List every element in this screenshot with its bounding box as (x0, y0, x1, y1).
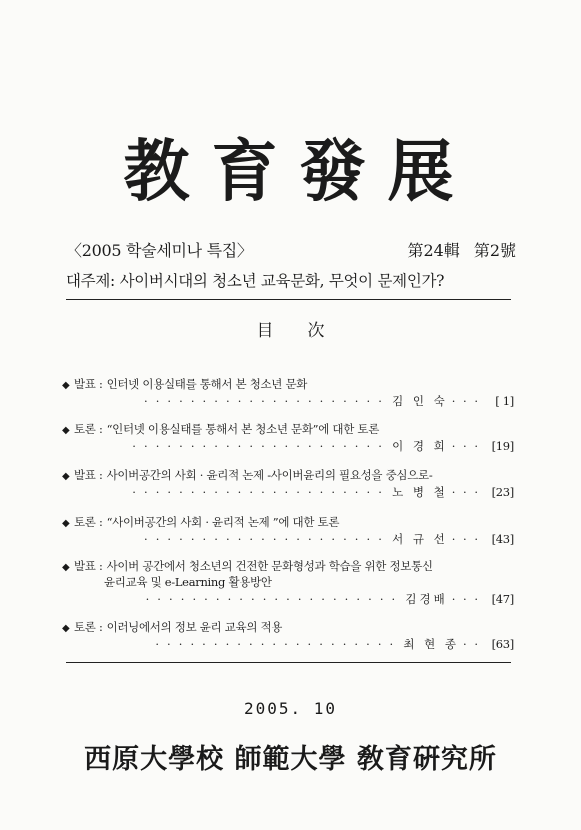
diamond-bullet-icon: ◆ (62, 623, 70, 634)
seminar-series: 〈2005 학술세미나 특집〉 (66, 241, 253, 260)
title-char: 育 (211, 131, 282, 211)
entry-page: [47] (491, 592, 514, 606)
entry-type: 발표 : (74, 468, 103, 482)
entry-title: 이러닝에서의 정보 윤리 교육의 적용 (106, 620, 283, 634)
entry-title: 인터넷 이용실태를 통해서 본 청소년 문화 (106, 377, 308, 391)
leader-dots: · · · · · · · · · · · · · · · · · · · · · (144, 394, 385, 408)
entry-author: 노 병 철 (392, 485, 448, 499)
entry-title-continuation: 윤리교육 및 e-Learning 활용방안 (104, 575, 272, 589)
toc-entry[interactable] (62, 421, 514, 454)
entry-type: 토론 : (74, 620, 103, 634)
title-char: 展 (387, 131, 458, 211)
toc-heading-char: 次 (307, 321, 325, 341)
entry-page: [23] (491, 485, 514, 499)
entry-title: 사이버 공간에서 청소년의 건전한 문화형성과 학습을 위한 정보통신 (106, 559, 433, 573)
entry-page: [63] (491, 637, 514, 651)
publisher-name: 西原大學校 師範大學 敎育硏究所 (84, 744, 497, 775)
leader-dots: · · · (451, 532, 480, 546)
toc-heading-char: 目 (256, 321, 274, 341)
entry-author: 서 규 선 (392, 532, 448, 546)
entry-type: 발표 : (74, 377, 103, 391)
bottom-divider (66, 662, 511, 663)
leader-dots: · · · · · · · · · · · · · · · · · · · · · · (132, 439, 385, 453)
entry-page: [19] (491, 439, 514, 453)
entry-title: “사이버공간의 사회 · 윤리적 논제 ”에 대한 토론 (106, 515, 340, 529)
entry-type: 토론 : (74, 515, 103, 529)
toc-entry[interactable] (62, 467, 514, 500)
leader-dots: · · · (451, 592, 480, 606)
entry-title: 사이버공간의 사회 · 윤리적 논제 -사이버윤리의 필요성을 중심으로- (106, 468, 433, 482)
entry-type: 토론 : (74, 422, 103, 436)
subtitle-row (66, 238, 516, 261)
issue-number: 第2號 (473, 241, 516, 260)
leader-dots: · · (463, 637, 480, 651)
leader-dots: · · · · · · · · · · · · · · · · · · · · · · (145, 592, 398, 606)
volume-number: 第24輯 (407, 241, 460, 260)
diamond-bullet-icon: ◆ (62, 425, 70, 436)
top-divider (66, 299, 511, 300)
leader-dots: · · · · · · · · · · · · · · · · · · · · · (144, 532, 385, 546)
entry-page: [ 1] (495, 394, 514, 408)
publication-date: 2005. 10 (243, 699, 338, 718)
diamond-bullet-icon: ◆ (62, 518, 70, 529)
diamond-bullet-icon: ◆ (62, 562, 70, 573)
leader-dots: · · · (451, 394, 480, 408)
main-theme: 대주제: 사이버시대의 청소년 교육문화, 무엇이 문제인가? (66, 272, 445, 290)
toc-entry[interactable] (62, 376, 514, 409)
diamond-bullet-icon: ◆ (62, 471, 70, 482)
entry-author: 이 경 희 (392, 439, 448, 453)
toc-entry[interactable] (62, 558, 514, 607)
entry-author: 최 현 종 (403, 637, 460, 651)
toc-entry[interactable] (62, 514, 514, 547)
entry-type: 발표 : (74, 559, 103, 573)
toc-heading (0, 316, 581, 341)
leader-dots: · · · · · · · · · · · · · · · · · · · · · (155, 637, 396, 651)
entry-author: 김경배 (405, 592, 448, 606)
leader-dots: · · · · · · · · · · · · · · · · · · · · · · (132, 485, 385, 499)
title-char: 發 (299, 131, 370, 211)
diamond-bullet-icon: ◆ (62, 380, 70, 391)
journal-title (0, 118, 581, 213)
leader-dots: · · · (451, 485, 480, 499)
title-char: 教 (123, 131, 194, 211)
entry-title: “인터넷 이용실태를 통해서 본 청소년 문화”에 대한 토론 (106, 422, 380, 436)
entry-page: [43] (491, 532, 514, 546)
leader-dots: · · · (451, 439, 480, 453)
toc-entry[interactable] (62, 619, 514, 652)
entry-author: 김 인 숙 (392, 394, 448, 408)
volume-issue (407, 238, 516, 261)
